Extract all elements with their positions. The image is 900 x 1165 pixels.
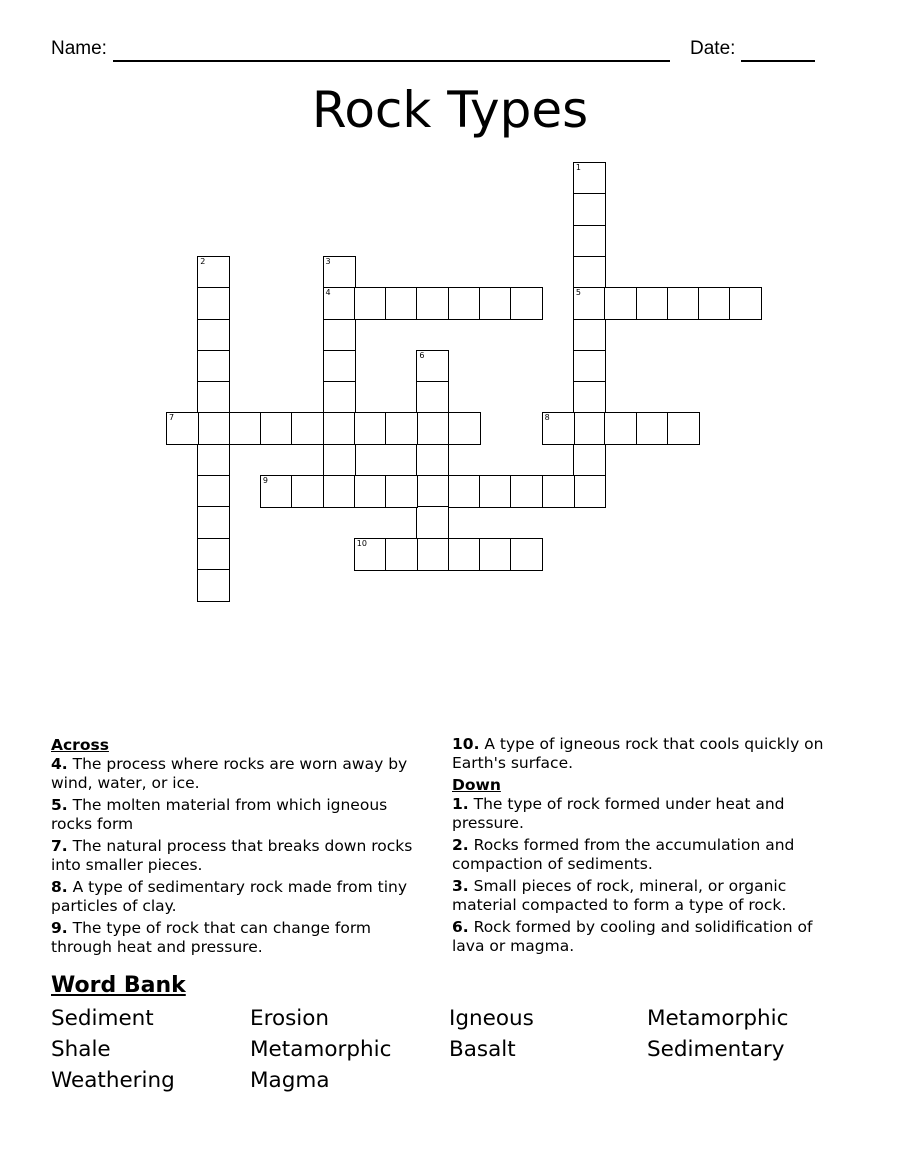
clue-item: 4. The process where rocks are worn away by wind, water, or ice. — [51, 755, 408, 792]
grid-cell[interactable] — [573, 287, 606, 320]
grid-cell[interactable] — [197, 538, 230, 571]
name-label: Name: — [51, 38, 107, 59]
grid-cell[interactable] — [510, 287, 543, 320]
grid-cell[interactable] — [416, 287, 449, 320]
grid-cell[interactable] — [323, 381, 356, 414]
grid-cell[interactable] — [323, 475, 356, 508]
clue-number: 1 — [575, 163, 581, 172]
clue-item: 5. The molten material from which igneous rocks form — [51, 796, 388, 833]
grid-cell[interactable] — [479, 538, 512, 571]
clue-number: 7 — [169, 413, 175, 423]
clue-number: 9 — [262, 476, 268, 485]
clue-item: 2. Rocks formed from the accumulation and compaction of sediments. — [452, 836, 795, 873]
grid-cell[interactable] — [510, 475, 543, 508]
clue-item: 7. The natural process that breaks down rocks into smaller pieces. — [51, 837, 413, 874]
grid-cell[interactable] — [416, 444, 449, 477]
clue-number: 3 — [325, 256, 331, 266]
clue-item: 6. Rock formed by cooling and solidification of lava or magma. — [452, 918, 813, 955]
grid-cell[interactable] — [416, 506, 449, 539]
grid-cell[interactable] — [416, 475, 449, 508]
grid-cell[interactable] — [385, 475, 418, 508]
grid-cell[interactable] — [573, 256, 606, 289]
grid-cell[interactable] — [416, 350, 449, 383]
word-bank-title: Word Bank — [51, 973, 186, 998]
grid-cell[interactable] — [197, 475, 230, 508]
grid-cell[interactable] — [291, 475, 324, 508]
grid-cell[interactable] — [573, 475, 606, 508]
grid-cell[interactable] — [479, 475, 512, 508]
word-bank-item: Shale — [51, 1037, 111, 1062]
grid-cell[interactable] — [542, 475, 575, 508]
grid-cell[interactable] — [323, 256, 356, 289]
grid-cell[interactable] — [510, 538, 543, 571]
grid-cell[interactable] — [385, 287, 418, 320]
grid-cell[interactable] — [197, 506, 230, 539]
grid-cell[interactable] — [197, 569, 230, 602]
grid-cell[interactable] — [260, 412, 293, 445]
grid-cell[interactable] — [573, 444, 606, 477]
grid-cell[interactable] — [197, 350, 230, 383]
grid-cell[interactable] — [573, 225, 606, 258]
grid-cell[interactable] — [604, 287, 637, 320]
clue-number: 2 — [200, 256, 206, 266]
grid-cell[interactable] — [385, 538, 418, 571]
grid-cell[interactable] — [323, 319, 356, 352]
clues-right-column — [452, 735, 842, 959]
word-bank-item: Sediment — [51, 1006, 154, 1031]
clue-number: 4 — [325, 288, 331, 298]
grid-cell[interactable] — [448, 287, 481, 320]
grid-cell[interactable] — [667, 287, 700, 320]
grid-cell[interactable] — [416, 538, 449, 571]
grid-cell[interactable] — [197, 319, 230, 352]
grid-cell[interactable] — [636, 287, 669, 320]
page-title: Rock Types — [311, 81, 589, 139]
grid-cell[interactable] — [197, 256, 230, 289]
grid-cell[interactable] — [573, 162, 606, 195]
grid-cell[interactable] — [166, 412, 199, 445]
clue-item: 10. A type of igneous rock that cools quickly on Earth's surface. — [452, 735, 824, 772]
grid-cell[interactable] — [573, 350, 606, 383]
grid-cell[interactable] — [479, 287, 512, 320]
grid-cell[interactable] — [604, 412, 637, 445]
clue-item: 8. A type of sedimentary rock made from tiny particles of clay. — [51, 878, 408, 915]
clue-item: 1. The type of rock formed under heat and pressure. — [452, 795, 785, 832]
grid-cell[interactable] — [197, 381, 230, 414]
grid-cell[interactable] — [573, 381, 606, 414]
grid-cell[interactable] — [197, 412, 230, 445]
word-bank-item: Magma — [250, 1068, 330, 1093]
grid-cell[interactable] — [354, 475, 387, 508]
clue-number: 6 — [419, 350, 425, 360]
word-bank-item: Weathering — [51, 1068, 175, 1093]
grid-cell[interactable] — [354, 287, 387, 320]
across-heading: Across — [51, 736, 109, 754]
grid-cell[interactable] — [448, 538, 481, 571]
grid-cell[interactable] — [573, 319, 606, 352]
grid-cell[interactable] — [323, 412, 356, 445]
grid-cell[interactable] — [667, 412, 700, 445]
clue-item: 3. Small pieces of rock, mineral, or organic material compacted to form a type of rock. — [452, 877, 787, 914]
clue-item: 9. The type of rock that can change form through heat and pressure. — [51, 919, 372, 956]
clue-number: 10 — [356, 538, 367, 548]
grid-cell[interactable] — [197, 444, 230, 477]
clues-across — [51, 735, 431, 960]
grid-cell[interactable] — [323, 444, 356, 477]
grid-cell[interactable] — [354, 412, 387, 445]
word-bank-item: Metamorphic — [647, 1006, 789, 1031]
grid-cell[interactable] — [698, 287, 731, 320]
grid-cell[interactable] — [416, 412, 449, 445]
grid-cell[interactable] — [416, 381, 449, 414]
grid-cell[interactable] — [729, 287, 762, 320]
word-bank-item: Erosion — [250, 1006, 330, 1031]
grid-cell[interactable] — [573, 412, 606, 445]
word-bank-item: Sedimentary — [647, 1037, 785, 1062]
date-label: Date: — [690, 38, 736, 59]
grid-cell[interactable] — [385, 412, 418, 445]
down-heading: Down — [452, 776, 501, 794]
clue-number: 8 — [544, 413, 550, 423]
grid-cell[interactable] — [291, 412, 324, 445]
grid-cell[interactable] — [448, 412, 481, 445]
word-bank-item: Basalt — [449, 1037, 516, 1062]
grid-cell[interactable] — [573, 193, 606, 226]
grid-cell[interactable] — [636, 412, 669, 445]
grid-cell[interactable] — [197, 287, 230, 320]
grid-cell[interactable] — [229, 412, 262, 445]
word-bank-item: Igneous — [449, 1006, 534, 1031]
word-bank-item: Metamorphic — [250, 1037, 392, 1062]
grid-cell[interactable] — [448, 475, 481, 508]
grid-cell[interactable] — [323, 287, 356, 320]
grid-cell[interactable] — [323, 350, 356, 383]
grid-cell[interactable] — [260, 475, 293, 508]
grid-cell[interactable] — [354, 538, 387, 571]
clue-number: 5 — [575, 288, 581, 298]
grid-cell[interactable] — [542, 412, 575, 445]
